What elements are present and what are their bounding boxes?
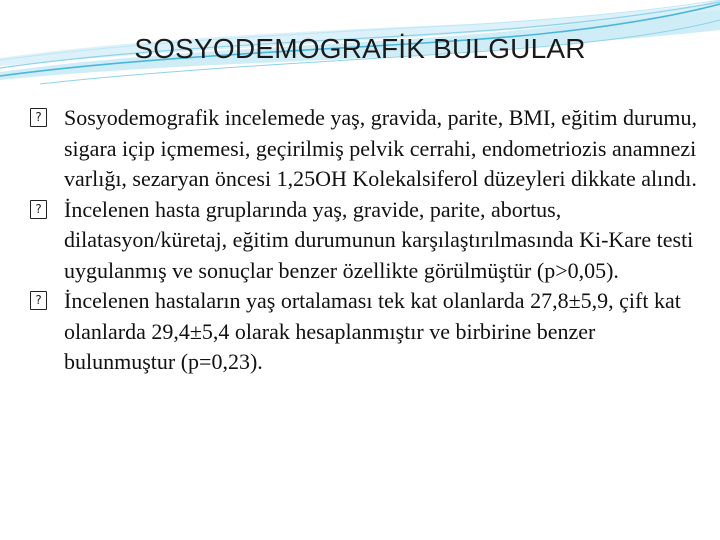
missing-glyph-bullet-icon <box>30 291 47 310</box>
bullet-text: Sosyodemografik incelemede yaş, gravida, parite, BMI, eğitim durumu, sigara içip içmemesi, geçirilmiş pelvik cerrahi, endometriozis anamnezi varlığı, sezaryan öncesi 1,25OH Kolekalsiferol düzeyleri dikkate alındı. <box>64 105 697 191</box>
missing-glyph-bullet-icon <box>30 108 47 127</box>
bullet-list <box>30 103 700 378</box>
bullet-item <box>30 195 700 287</box>
slide-title: SOSYODEMOGRAFİK BULGULAR <box>134 33 586 64</box>
bullet-text: İncelenen hasta gruplarında yaş, gravide, parite, abortus, dilatasyon/küretaj, eğitim durumunun karşılaştırılmasında Ki-Kare testi uygulanmış ve sonuçlar benzer özellikte görülmüştür (p>0,05). <box>64 196 694 283</box>
bullet-item <box>30 286 700 378</box>
bullet-text: İncelenen hastaların yaş ortalaması tek kat olanlarda 27,8±5,9, çift kat olanlarda 29,4±5,4 olarak hesaplanmıştır ve birbirine benzer bulunmuştur (p=0,23). <box>64 288 681 374</box>
bullet-item <box>30 103 700 195</box>
missing-glyph-bullet-icon <box>30 200 47 219</box>
